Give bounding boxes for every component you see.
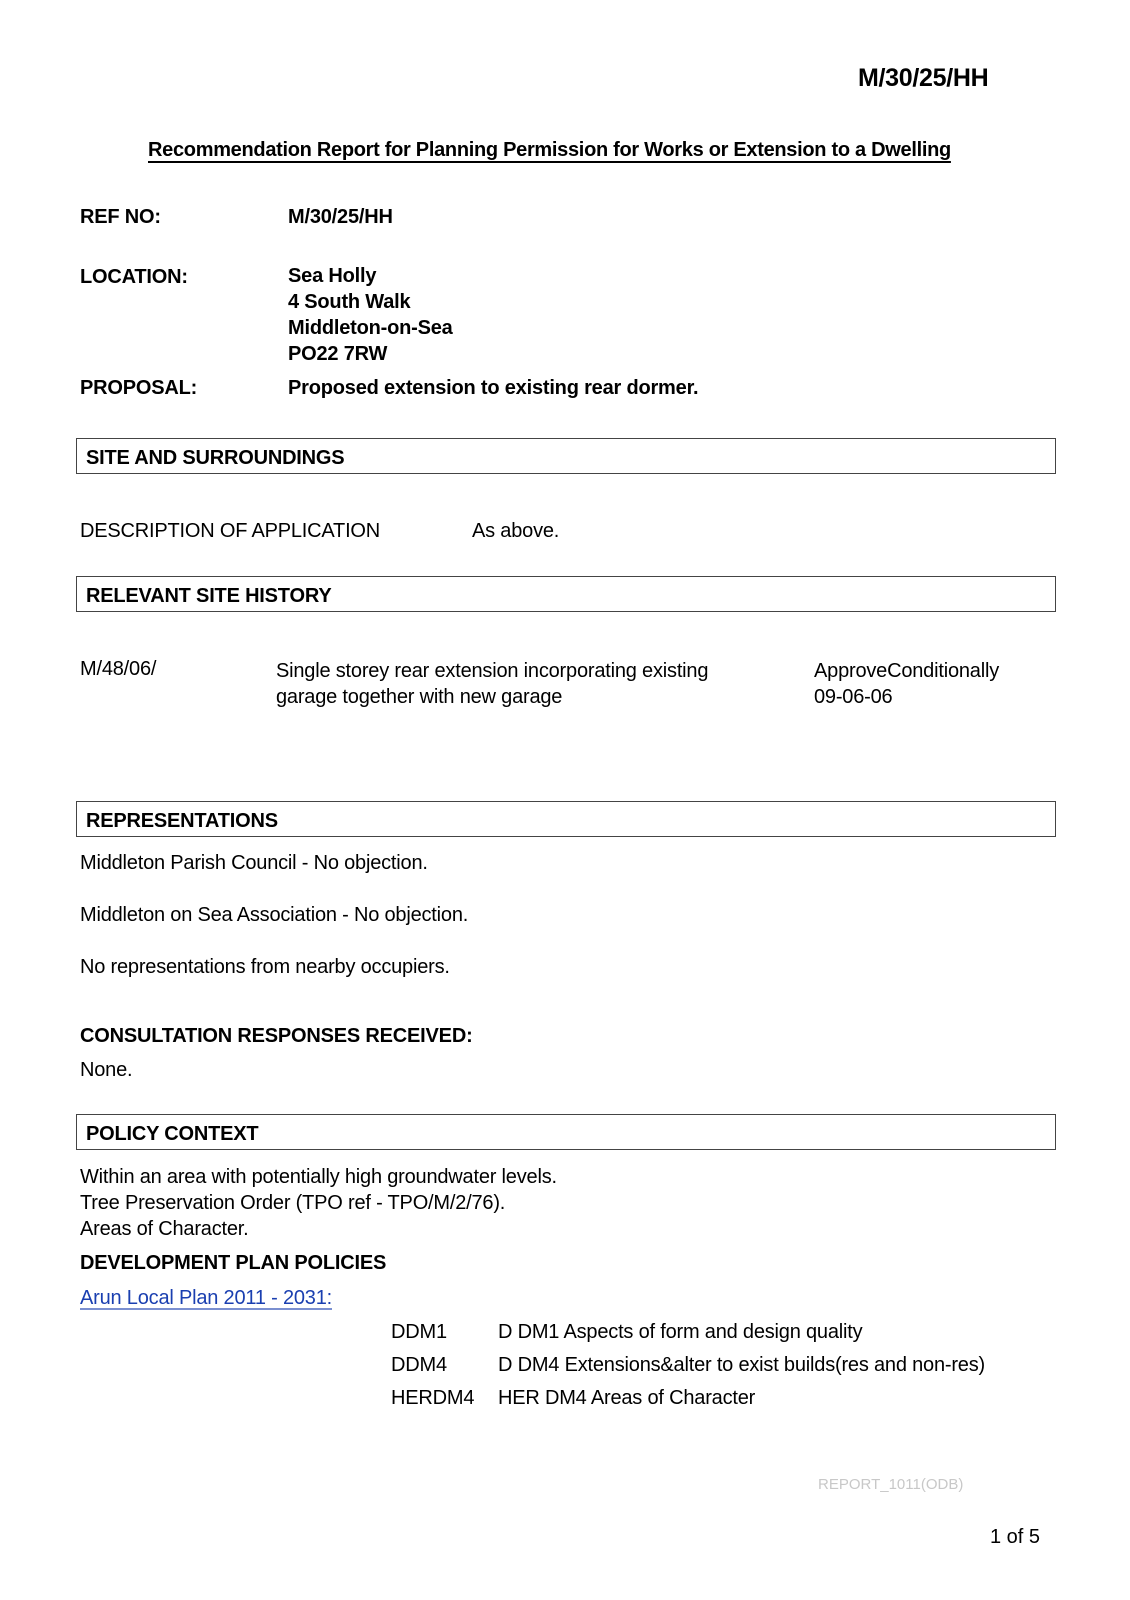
proposal-label: PROPOSAL: [80, 377, 198, 399]
section-heading: POLICY CONTEXT [86, 1123, 259, 1145]
consultation-value: None. [80, 1059, 133, 1081]
report-title: Recommendation Report for Planning Permission for Works or Extension to a Dwelling [148, 139, 951, 161]
section-heading: REPRESENTATIONS [86, 810, 278, 832]
report-code: REPORT_1011(ODB) [818, 1476, 964, 1493]
address-line: Sea Holly [288, 265, 377, 287]
section-policy-context [76, 1114, 1056, 1150]
history-decision-date: 09-06-06 [814, 686, 893, 708]
representation-item: Middleton on Sea Association - No objection. [80, 904, 469, 926]
development-plan-heading: DEVELOPMENT PLAN POLICIES [80, 1252, 387, 1274]
history-description [276, 658, 708, 710]
address-line: Middleton-on-Sea [288, 317, 453, 339]
section-representations [76, 801, 1056, 837]
proposal-value: Proposed extension to existing rear dormer. [288, 377, 699, 399]
representation-item: No representations from nearby occupiers. [80, 956, 450, 978]
address-line: PO22 7RW [288, 343, 388, 365]
history-description-line: garage together with new garage [276, 686, 563, 708]
policy-row [391, 1321, 862, 1344]
policy-code: HERDM4 [391, 1387, 475, 1409]
representation-item: Middleton Parish Council - No objection. [80, 852, 428, 874]
section-site-surroundings [76, 438, 1056, 474]
policy-description: HER DM4 Areas of Character [498, 1387, 756, 1409]
history-decision [814, 658, 999, 710]
history-description-line: Single storey rear extension incorporating existing [276, 660, 709, 682]
local-plan-link[interactable]: Arun Local Plan 2011 - 2031: [80, 1287, 332, 1309]
description-value: As above. [472, 520, 560, 542]
section-heading: SITE AND SURROUNDINGS [86, 447, 345, 469]
ref-value: M/30/25/HH [288, 206, 393, 228]
policy-description: D DM4 Extensions&alter to exist builds(res and non-res) [498, 1354, 985, 1376]
ref-label: REF NO: [80, 206, 161, 228]
description-label: DESCRIPTION OF APPLICATION [80, 520, 381, 542]
policy-row [391, 1387, 755, 1410]
history-decision-status: ApproveConditionally [814, 660, 1000, 682]
policy-context-line: Within an area with potentially high groundwater levels. [80, 1166, 557, 1188]
section-site-history [76, 576, 1056, 612]
policy-description: D DM1 Aspects of form and design quality [498, 1321, 863, 1343]
policy-context-line: Tree Preservation Order (TPO ref - TPO/M/2/76). [80, 1192, 506, 1214]
header-reference: M/30/25/HH [858, 64, 989, 92]
location-label: LOCATION: [80, 266, 188, 288]
history-ref: M/48/06/ [80, 658, 157, 680]
policy-code: DDM4 [391, 1354, 447, 1376]
policy-code: DDM1 [391, 1321, 447, 1343]
policy-context-text [80, 1164, 557, 1242]
section-heading: RELEVANT SITE HISTORY [86, 585, 332, 607]
policy-context-line: Areas of Character. [80, 1218, 249, 1240]
location-address [288, 263, 453, 367]
consultation-heading: CONSULTATION RESPONSES RECEIVED: [80, 1025, 473, 1047]
page-number: 1 of 5 [990, 1526, 1041, 1548]
address-line: 4 South Walk [288, 291, 411, 313]
policy-row [391, 1354, 985, 1377]
